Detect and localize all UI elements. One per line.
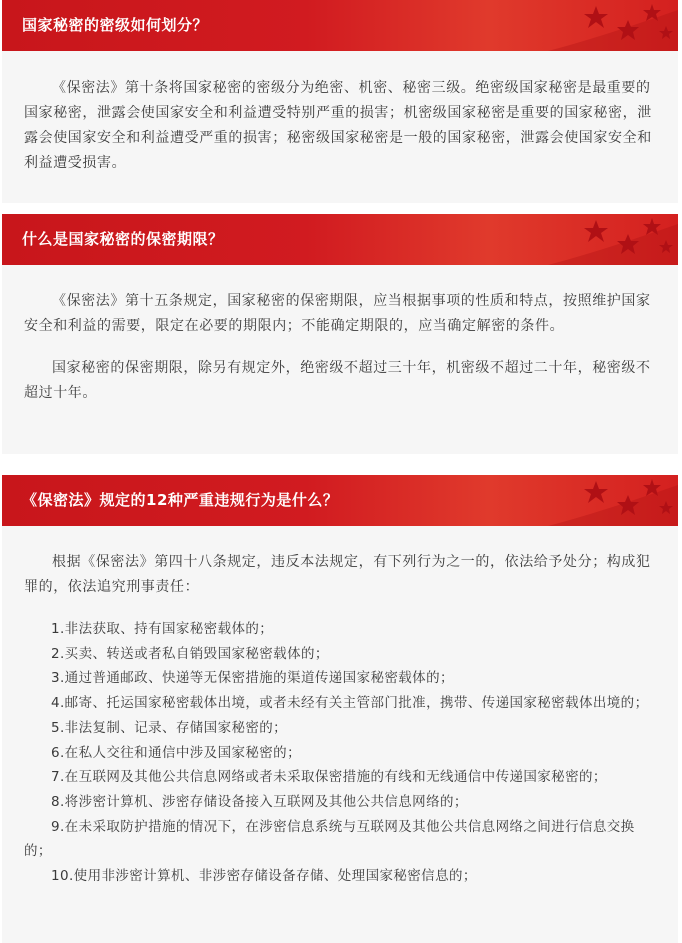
section-title: 国家秘密的密级如何划分？ [22,16,209,34]
list-item: 2.买卖、转送或者私自销毁国家秘密载体的； [51,645,329,662]
list-item: 6.在私人交往和通信中涉及国家秘密的； [51,744,301,761]
section-body [2,265,678,454]
paragraph: 《保密法》第十五条规定，国家秘密的保密期限，应当根据事项的性质和特点，按照维护国家安全和利益的需要，限定在必要的期限内；不能确定期限的，应当确定解密的条件。 [24,293,651,334]
section-violations [2,475,678,943]
section-body [2,51,678,203]
section-title: 《保密法》规定的12种严重违规行为是什么？ [22,491,339,509]
paragraph: 国家秘密的保密期限，除另有规定外，绝密级不超过三十年，机密级不超过二十年，秘密级不超过十年。 [24,360,651,401]
list-item: 3.通过普通邮政、快递等无保密措施的渠道传递国家秘密载体的； [51,670,454,687]
section-secrecy-period [2,214,678,454]
section-header-banner [2,214,678,265]
list-item: 4.邮寄、托运国家秘密载体出境，或者未经有关主管部门批准，携带、传递国家秘密载体出境的； [51,695,649,712]
list-item: 10.使用非涉密计算机、非涉密存储设备存储、处理国家秘密信息的； [51,868,477,885]
intro-paragraph: 根据《保密法》第四十八条规定，违反本法规定，有下列行为之一的，依法给予处分；构成犯罪的，依法追究刑事责任： [24,554,651,595]
section-title: 什么是国家秘密的保密期限？ [22,230,224,248]
section-header-banner [2,475,678,526]
list-item: 8.将涉密计算机、涉密存储设备接入互联网及其他公共信息网络的； [51,793,468,810]
stars-decoration-icon [548,475,678,526]
stars-decoration-icon [548,0,678,51]
section-secrecy-levels [2,0,678,203]
stars-decoration-icon [548,214,678,265]
paragraph: 《保密法》第十条将国家秘密的密级分为绝密、机密、秘密三级。绝密级国家秘密是最重要的国家秘密，泄露会使国家安全和利益遭受特别严重的损害；机密级国家秘密是重要的国家秘密，泄露会使国家安全和利益遭受严重的损害；秘密级国家秘密是一般的国家秘密，泄露会使国家安全和利益遭受损害。 [24,80,652,171]
list-item: 7.在互联网及其他公共信息网络或者未采取保密措施的有线和无线通信中传递国家秘密的； [51,769,607,786]
list-item: 1.非法获取、持有国家秘密载体的； [51,621,274,637]
list-item: 9.在未采取防护措施的情况下，在涉密信息系统与互联网及其他公共信息网络之间进行信息交换的； [24,818,635,860]
section-header-banner [2,0,678,51]
section-body [2,526,678,943]
list-item: 5.非法复制、记录、存储国家秘密的； [51,719,288,736]
